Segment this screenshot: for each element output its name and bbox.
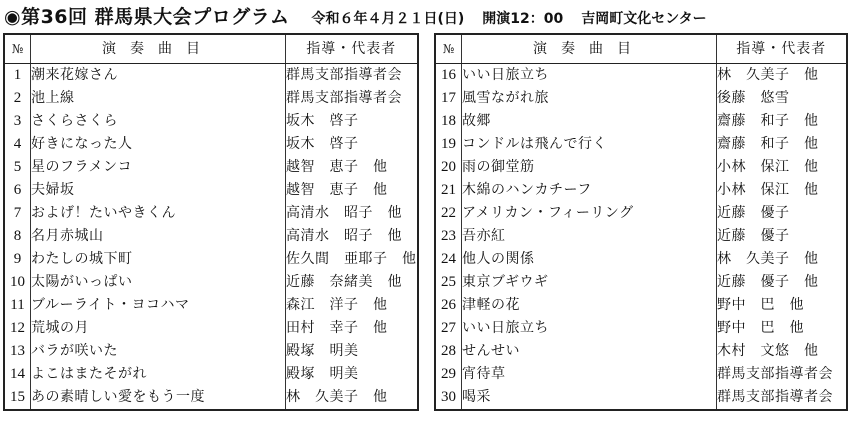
song-title: 潮来花嫁さん bbox=[31, 64, 286, 88]
row-number: 15 bbox=[4, 386, 31, 410]
column-header-conductor: 指導・代表者 bbox=[286, 34, 418, 64]
program-table-left bbox=[3, 33, 419, 411]
conductor-name: 小林 保江 他 bbox=[717, 179, 847, 202]
row-number: 29 bbox=[435, 363, 462, 386]
conductor-name: 齋藤 和子 他 bbox=[717, 110, 847, 133]
song-title: 雨の御堂筋 bbox=[462, 156, 717, 179]
row-number: 27 bbox=[435, 317, 462, 340]
song-title: 名月赤城山 bbox=[31, 225, 286, 248]
song-title: 夫婦坂 bbox=[31, 179, 286, 202]
conductor-name: 林 久美子 他 bbox=[717, 248, 847, 271]
row-number: 1 bbox=[4, 64, 31, 88]
table-row bbox=[4, 202, 418, 225]
conductor-name: 群馬支部指導者会 bbox=[717, 386, 847, 410]
table-row bbox=[4, 87, 418, 110]
song-title: バラが咲いた bbox=[31, 340, 286, 363]
conductor-name: 高清水 昭子 他 bbox=[286, 202, 418, 225]
song-title: ブルーライト・ヨコハマ bbox=[31, 294, 286, 317]
row-number: 6 bbox=[4, 179, 31, 202]
song-title: 太陽がいっぱい bbox=[31, 271, 286, 294]
program-rows-left bbox=[4, 64, 418, 411]
conductor-name: 近藤 優子 他 bbox=[717, 271, 847, 294]
table-row bbox=[435, 179, 847, 202]
conductor-name: 群馬支部指導者会 bbox=[286, 64, 418, 88]
table-header-row bbox=[4, 34, 418, 64]
row-number: 24 bbox=[435, 248, 462, 271]
column-header-conductor: 指導・代表者 bbox=[717, 34, 847, 64]
row-number: 14 bbox=[4, 363, 31, 386]
table-row bbox=[435, 156, 847, 179]
table-row bbox=[4, 225, 418, 248]
row-number: 19 bbox=[435, 133, 462, 156]
column-header-title: 演奏曲目 bbox=[462, 34, 717, 64]
row-number: 13 bbox=[4, 340, 31, 363]
conductor-name: 木村 文悠 他 bbox=[717, 340, 847, 363]
table-row bbox=[435, 363, 847, 386]
song-title: 喝采 bbox=[462, 386, 717, 410]
song-title: わたしの城下町 bbox=[31, 248, 286, 271]
table-row bbox=[4, 64, 418, 88]
row-number: 21 bbox=[435, 179, 462, 202]
song-title: 星のフラメンコ bbox=[31, 156, 286, 179]
table-row bbox=[435, 294, 847, 317]
table-row bbox=[435, 317, 847, 340]
conductor-name: 齋藤 和子 他 bbox=[717, 133, 847, 156]
conductor-name: 小林 保江 他 bbox=[717, 156, 847, 179]
conductor-name: 後藤 悠雪 bbox=[717, 87, 847, 110]
table-row bbox=[435, 64, 847, 88]
row-number: 4 bbox=[4, 133, 31, 156]
row-number: 30 bbox=[435, 386, 462, 410]
song-title: 故郷 bbox=[462, 110, 717, 133]
row-number: 3 bbox=[4, 110, 31, 133]
conductor-name: 殿塚 明美 bbox=[286, 363, 418, 386]
row-number: 10 bbox=[4, 271, 31, 294]
song-title: 好きになった人 bbox=[31, 133, 286, 156]
table-row bbox=[4, 294, 418, 317]
conductor-name: 越智 恵子 他 bbox=[286, 156, 418, 179]
song-title: いい日旅立ち bbox=[462, 64, 717, 88]
row-number: 12 bbox=[4, 317, 31, 340]
conductor-name: 近藤 奈緒美 他 bbox=[286, 271, 418, 294]
song-title: さくらさくら bbox=[31, 110, 286, 133]
row-number: 28 bbox=[435, 340, 462, 363]
table-row bbox=[435, 225, 847, 248]
song-title: いい日旅立ち bbox=[462, 317, 717, 340]
conductor-name: 殿塚 明美 bbox=[286, 340, 418, 363]
row-number: 17 bbox=[435, 87, 462, 110]
start-time: 開演12：00 bbox=[482, 11, 564, 27]
conductor-name: 坂木 啓子 bbox=[286, 110, 418, 133]
song-title: せんせい bbox=[462, 340, 717, 363]
table-row bbox=[435, 202, 847, 225]
column-header-no: № bbox=[4, 34, 31, 64]
table-row bbox=[435, 340, 847, 363]
conductor-name: 森江 洋子 他 bbox=[286, 294, 418, 317]
program-table-right bbox=[434, 33, 848, 411]
song-title: 池上線 bbox=[31, 87, 286, 110]
row-number: 26 bbox=[435, 294, 462, 317]
table-row bbox=[4, 317, 418, 340]
conductor-name: 佐久間 亜耶子 他 bbox=[286, 248, 418, 271]
row-number: 11 bbox=[4, 294, 31, 317]
table-row bbox=[435, 133, 847, 156]
table-row bbox=[4, 363, 418, 386]
row-number: 18 bbox=[435, 110, 462, 133]
song-title: あの素晴しい愛をもう一度 bbox=[31, 386, 286, 410]
row-number: 5 bbox=[4, 156, 31, 179]
table-row bbox=[435, 87, 847, 110]
venue-name: 吉岡町文化センター bbox=[581, 11, 707, 27]
conductor-name: 近藤 優子 bbox=[717, 202, 847, 225]
song-title: 吾亦紅 bbox=[462, 225, 717, 248]
table-row bbox=[4, 271, 418, 294]
conductor-name: 近藤 優子 bbox=[717, 225, 847, 248]
row-number: 20 bbox=[435, 156, 462, 179]
conductor-name: 野中 巴 他 bbox=[717, 294, 847, 317]
song-title: アメリカン・フィーリング bbox=[462, 202, 717, 225]
song-title: 東京ブギウギ bbox=[462, 271, 717, 294]
song-title: よこはまたそがれ bbox=[31, 363, 286, 386]
page-header bbox=[4, 2, 707, 30]
row-number: 7 bbox=[4, 202, 31, 225]
song-title: およげ！たいやきくん bbox=[31, 202, 286, 225]
song-title: 宵待草 bbox=[462, 363, 717, 386]
song-title: 他人の関係 bbox=[462, 248, 717, 271]
row-number: 2 bbox=[4, 87, 31, 110]
conductor-name: 坂木 啓子 bbox=[286, 133, 418, 156]
conductor-name: 林 久美子 他 bbox=[286, 386, 418, 410]
table-row bbox=[4, 133, 418, 156]
table-row bbox=[4, 156, 418, 179]
table-row bbox=[4, 248, 418, 271]
row-number: 22 bbox=[435, 202, 462, 225]
row-number: 25 bbox=[435, 271, 462, 294]
row-number: 16 bbox=[435, 64, 462, 88]
table-row bbox=[435, 248, 847, 271]
song-title: 荒城の月 bbox=[31, 317, 286, 340]
table-row bbox=[4, 110, 418, 133]
table-row bbox=[4, 386, 418, 410]
conductor-name: 田村 幸子 他 bbox=[286, 317, 418, 340]
event-date: 令和６年４月２１日(日) bbox=[311, 11, 465, 27]
column-header-title: 演奏曲目 bbox=[31, 34, 286, 64]
table-row bbox=[435, 110, 847, 133]
table-header-row bbox=[435, 34, 847, 64]
table-row bbox=[435, 386, 847, 410]
conductor-name: 越智 恵子 他 bbox=[286, 179, 418, 202]
conductor-name: 群馬支部指導者会 bbox=[286, 87, 418, 110]
conductor-name: 高清水 昭子 他 bbox=[286, 225, 418, 248]
program-rows-right bbox=[435, 64, 847, 411]
conductor-name: 林 久美子 他 bbox=[717, 64, 847, 88]
table-row bbox=[4, 179, 418, 202]
conductor-name: 群馬支部指導者会 bbox=[717, 363, 847, 386]
table-row bbox=[4, 340, 418, 363]
column-header-no: № bbox=[435, 34, 462, 64]
program-title: ◉第36回 群馬県大会プログラム bbox=[4, 6, 290, 28]
row-number: 23 bbox=[435, 225, 462, 248]
row-number: 8 bbox=[4, 225, 31, 248]
song-title: 木綿のハンカチーフ bbox=[462, 179, 717, 202]
row-number: 9 bbox=[4, 248, 31, 271]
table-row bbox=[435, 271, 847, 294]
conductor-name: 野中 巴 他 bbox=[717, 317, 847, 340]
song-title: 風雪ながれ旅 bbox=[462, 87, 717, 110]
song-title: コンドルは飛んで行く bbox=[462, 133, 717, 156]
song-title: 津軽の花 bbox=[462, 294, 717, 317]
